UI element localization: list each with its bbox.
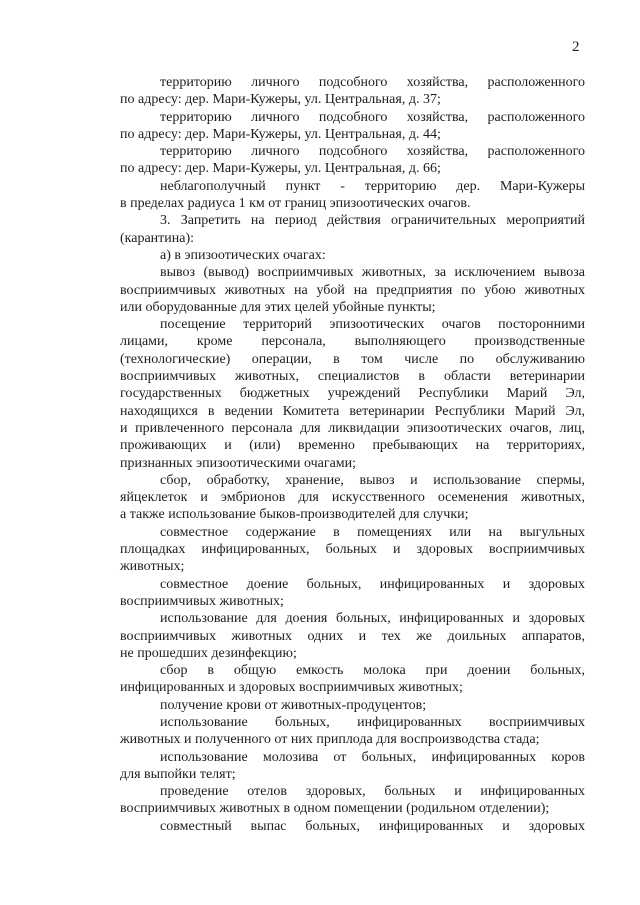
text-line: а) в эпизоотических очагах: bbox=[160, 247, 326, 263]
text-line: использование больных, инфицированных восприимчивых bbox=[160, 714, 585, 730]
paragraph bbox=[120, 714, 585, 749]
paragraph bbox=[120, 247, 585, 264]
text-line: по адресу: дер. Мари-Кужеры, ул. Центральная, д. 37; bbox=[120, 92, 441, 108]
text-line: (технологические) операции, в том числе по обслуживанию bbox=[120, 351, 585, 367]
text-line: посещение территорий эпизоотических очагов посторонними bbox=[160, 317, 585, 333]
text-line: территорию личного подсобного хозяйства, расположенного bbox=[160, 109, 585, 125]
paragraph bbox=[120, 74, 585, 109]
paragraph bbox=[120, 316, 585, 472]
paragraph bbox=[120, 783, 585, 818]
paragraph bbox=[120, 662, 585, 697]
text-line: признанных эпизоотическими очагами; bbox=[120, 455, 357, 471]
text-line: (карантина): bbox=[120, 230, 195, 246]
document-body bbox=[120, 74, 585, 835]
text-line: территорию личного подсобного хозяйства, расположенного bbox=[160, 144, 585, 160]
paragraph bbox=[120, 524, 585, 576]
paragraph bbox=[120, 143, 585, 178]
text-line: проживающих и (или) временно пребывающих на территориях, bbox=[120, 438, 585, 454]
text-line: животных и полученного от них приплода для воспроизводства стада; bbox=[120, 732, 540, 748]
text-line: лицами, кроме персонала, выполняющего производственные bbox=[120, 334, 585, 350]
text-line: вывоз (вывод) восприимчивых животных, за исключением вывоза bbox=[160, 265, 585, 281]
paragraph bbox=[120, 610, 585, 662]
text-line: и привлеченного персонала для ликвидации эпизоотических очагов, лиц, bbox=[120, 420, 585, 436]
text-line: неблагополучный пункт - территорию дер. Мари-Кужеры bbox=[160, 178, 585, 194]
paragraph bbox=[120, 178, 585, 213]
text-line: по адресу: дер. Мари-Кужеры, ул. Центральная, д. 66; bbox=[120, 161, 441, 177]
paragraph bbox=[120, 576, 585, 611]
text-line: совместное доение больных, инфицированных и здоровых bbox=[160, 576, 585, 592]
text-line: в пределах радиуса 1 км от границ эпизоотических очагов. bbox=[120, 196, 471, 212]
page-number: 2 bbox=[572, 39, 580, 55]
text-line: или оборудованные для этих целей убойные пункты; bbox=[120, 299, 436, 315]
text-line: сбор, обработку, хранение, вывоз и использование спермы, bbox=[160, 472, 585, 488]
text-line: восприимчивых животных, специалистов в области ветеринарии bbox=[120, 369, 585, 385]
paragraph bbox=[120, 818, 585, 835]
text-line: государственных бюджетных учреждений Республики Марий Эл, bbox=[120, 386, 585, 402]
text-line: проведение отелов здоровых, больных и инфицированных bbox=[160, 784, 585, 800]
text-line: по адресу: дер. Мари-Кужеры, ул. Центральная, д. 44; bbox=[120, 126, 441, 142]
text-line: территорию личного подсобного хозяйства, расположенного bbox=[160, 75, 585, 90]
text-line: яйцеклеток и эмбрионов для искусственного осеменения животных, bbox=[120, 490, 585, 506]
text-line: сбор в общую емкость молока при доении больных, bbox=[160, 663, 585, 679]
text-line: инфицированных и здоровых восприимчивых животных; bbox=[120, 680, 463, 696]
text-line: для выпойки телят; bbox=[120, 766, 236, 782]
text-line: восприимчивых животных в одном помещении (родильном отделении); bbox=[120, 801, 550, 817]
paragraph bbox=[120, 264, 585, 316]
paragraph bbox=[120, 109, 585, 144]
paragraph bbox=[120, 697, 585, 714]
paragraph bbox=[120, 749, 585, 784]
text-line: получение крови от животных-продуцентов; bbox=[160, 697, 427, 713]
text-line: совместный выпас больных, инфицированных и здоровых bbox=[160, 818, 585, 834]
text-line: 3. Запретить на период действия ограничительных мероприятий bbox=[160, 213, 585, 229]
text-line: не прошедших дезинфекцию; bbox=[120, 645, 297, 661]
text-line: находящихся в ведении Комитета ветеринарии Республики Марий Эл, bbox=[120, 403, 585, 419]
text-line: а также использование быков-производителей для случки; bbox=[120, 507, 469, 523]
text-line: использование для доения больных, инфицированных и здоровых bbox=[160, 611, 585, 627]
text-line: площадках инфицированных, больных и здоровых восприимчивых bbox=[120, 542, 585, 558]
text-line: животных; bbox=[120, 559, 185, 575]
text-line: восприимчивых животных; bbox=[120, 593, 284, 609]
text-line: использование молозива от больных, инфицированных коров bbox=[160, 749, 585, 765]
text-line: совместное содержание в помещениях или на выгульных bbox=[160, 524, 585, 540]
paragraph bbox=[120, 472, 585, 524]
paragraph bbox=[120, 212, 585, 247]
text-line: восприимчивых животных одних и тех же доильных аппаратов, bbox=[120, 628, 585, 644]
text-line: восприимчивых животных на убой на предприятия по убою животных bbox=[120, 282, 585, 298]
